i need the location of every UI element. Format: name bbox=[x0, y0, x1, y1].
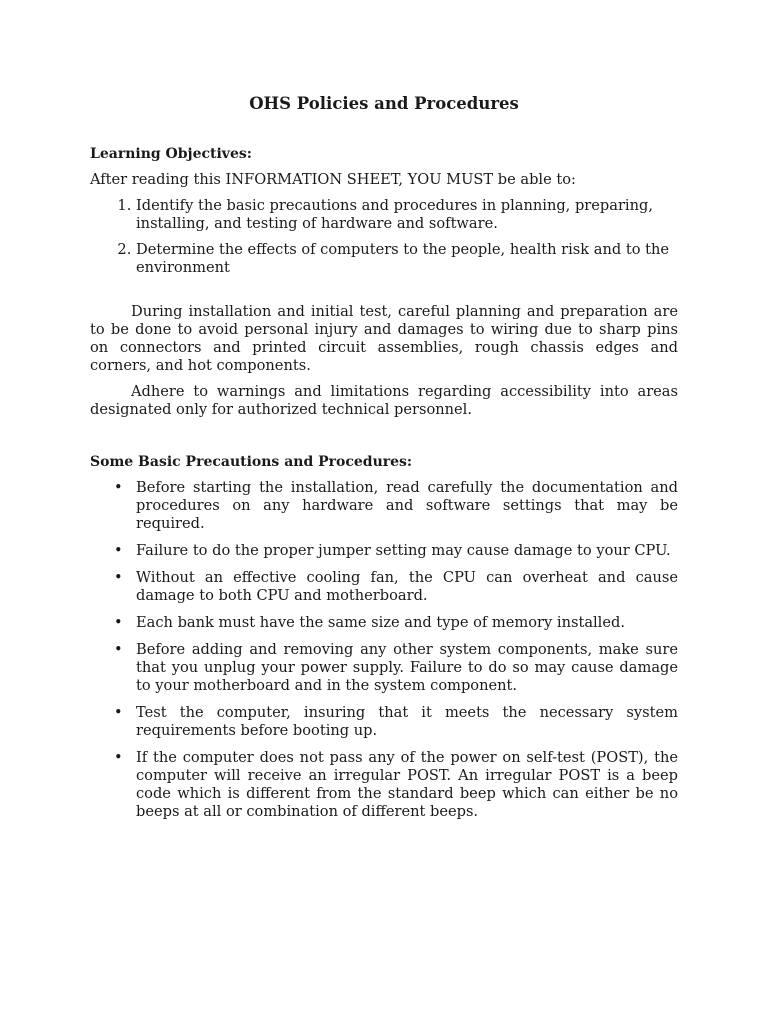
objective-item: 1. Identify the basic precautions and procedures in planning, preparing, installing, and testing of hardware and software. bbox=[136, 197, 678, 233]
bullet-icon: • bbox=[114, 614, 123, 631]
list-item bbox=[90, 641, 678, 695]
list-item-text: Before adding and removing any other system components, make sure that you unplug your power supply. Failure to do so may cause damage to your motherboard and in the system component. bbox=[136, 641, 678, 694]
list-item bbox=[90, 614, 678, 632]
list-item bbox=[90, 569, 678, 605]
list-item-text: Each bank must have the same size and type of memory installed. bbox=[136, 614, 625, 631]
list-item bbox=[90, 542, 678, 560]
body-paragraph: Adhere to warnings and limitations regarding accessibility into areas designated only for authorized technical personnel. bbox=[90, 383, 678, 418]
document-page bbox=[90, 93, 678, 830]
objective-item: 2. Determine the effects of computers to the people, health risk and to the environment bbox=[136, 241, 678, 277]
list-item-text: If the computer does not pass any of the power on self-test (POST), the computer will receive an irregular POST. An irregular POST is a beep code which is different from the standard beep which can either be no beeps at all or combination of different beeps. bbox=[136, 749, 678, 820]
precautions-heading: Some Basic Precautions and Procedures: bbox=[90, 454, 413, 470]
bullet-icon: • bbox=[114, 542, 123, 559]
bullet-icon: • bbox=[114, 569, 123, 586]
list-item-text: Test the computer, insuring that it meets the necessary system requirements before booting up. bbox=[136, 704, 678, 739]
list-item bbox=[90, 704, 678, 740]
list-item-text: Failure to do the proper jumper setting may cause damage to your CPU. bbox=[136, 542, 671, 559]
precautions-list bbox=[90, 479, 678, 821]
objectives-list bbox=[90, 197, 678, 277]
list-item bbox=[90, 479, 678, 533]
list-item bbox=[90, 749, 678, 821]
page-title: OHS Policies and Procedures bbox=[249, 94, 519, 113]
bullet-icon: • bbox=[114, 641, 123, 658]
intro-text: After reading this INFORMATION SHEET, YOU MUST be able to: bbox=[90, 171, 576, 188]
objectives-heading: Learning Objectives: bbox=[90, 146, 252, 162]
bullet-icon: • bbox=[114, 479, 123, 496]
list-item-text: Without an effective cooling fan, the CPU can overheat and cause damage to both CPU and motherboard. bbox=[136, 569, 678, 604]
bullet-icon: • bbox=[114, 749, 123, 766]
body-paragraph: During installation and initial test, careful planning and preparation are to be done to avoid personal injury and damages to wiring due to sharp pins on connectors and printed circuit assemblies, rough chassis edges and corners, and hot components. bbox=[90, 303, 678, 374]
list-item-text: Before starting the installation, read carefully the documentation and procedures on any hardware and software settings that may be required. bbox=[136, 479, 678, 532]
bullet-icon: • bbox=[114, 704, 123, 721]
